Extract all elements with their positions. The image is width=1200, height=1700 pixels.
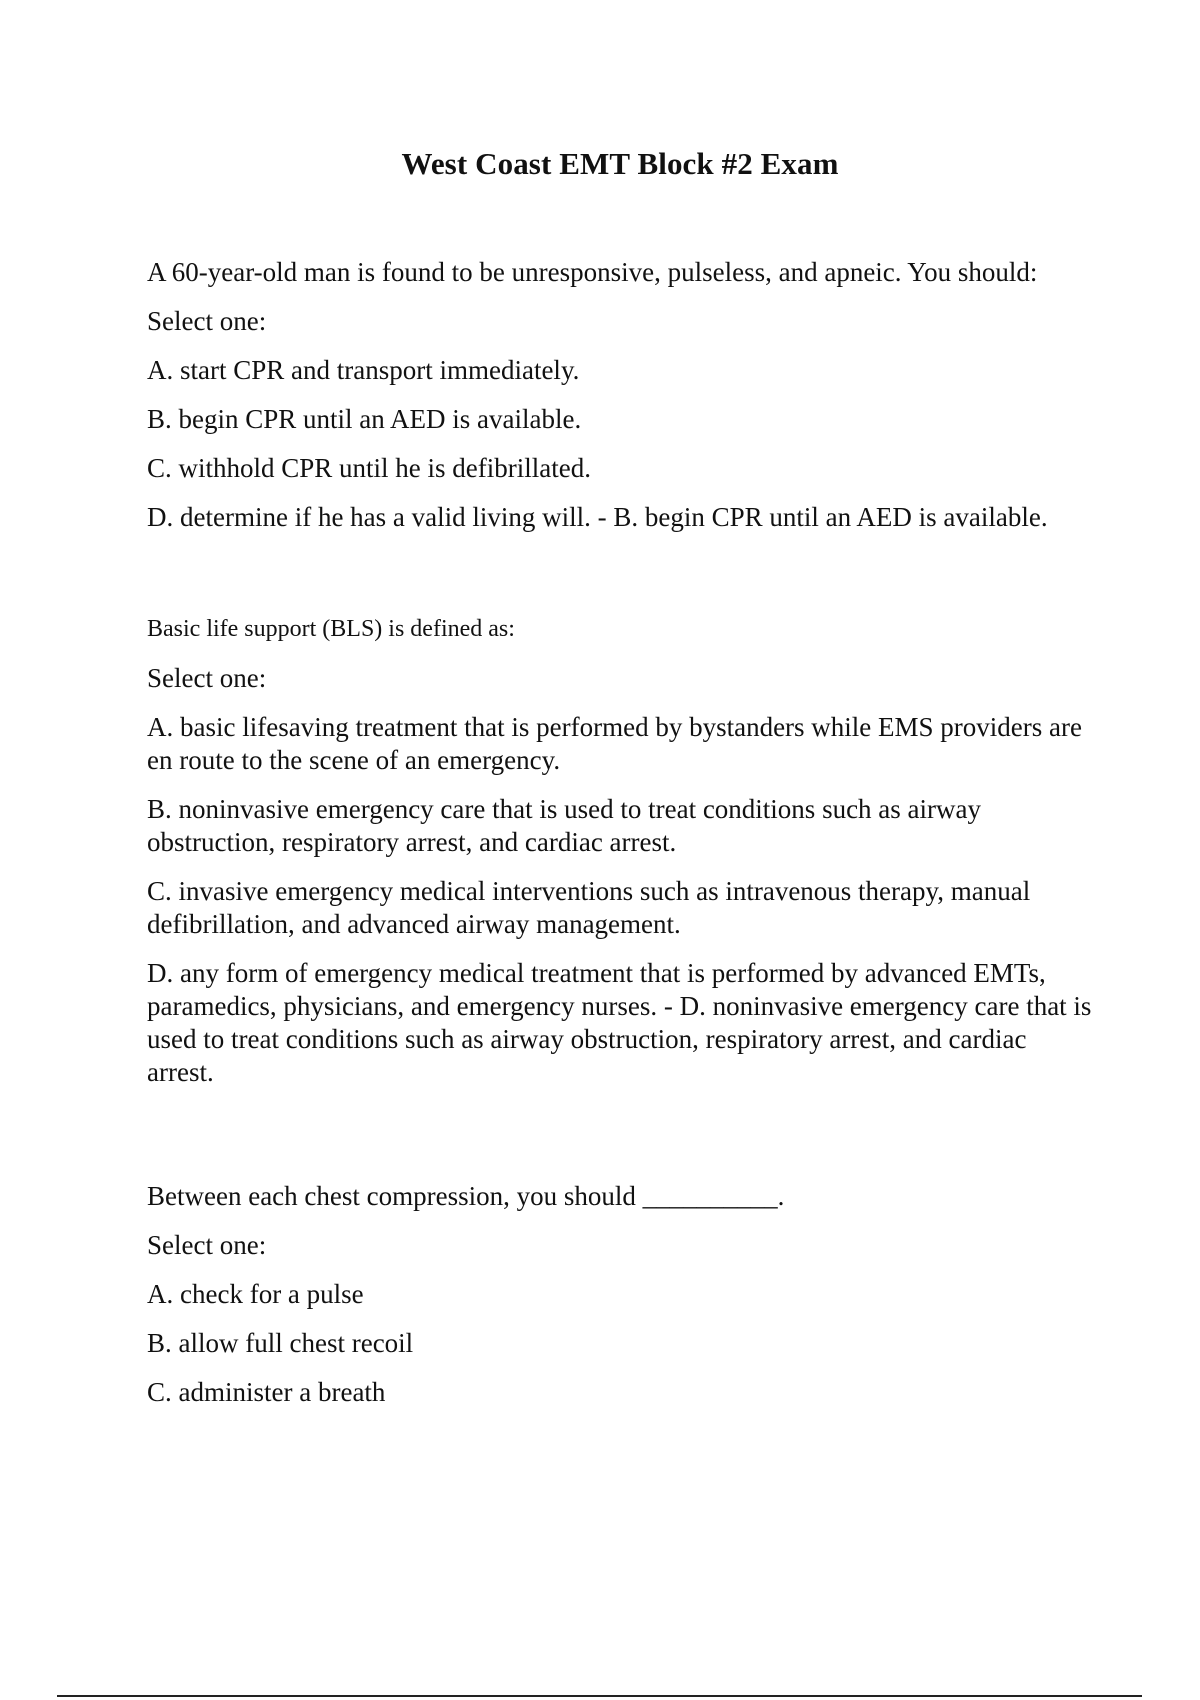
select-one-label: Select one: [147, 1230, 267, 1260]
question-3 [147, 1180, 1097, 1425]
document-title: West Coast EMT Block #2 Exam [401, 146, 839, 181]
option-c: C. administer a breath [147, 1377, 386, 1407]
option-d: D. determine if he has a valid living will. [147, 502, 591, 532]
option-a: A. basic lifesaving treatment that is performed by bystanders while EMS providers are en route to the scene of an emergency. [147, 712, 1082, 775]
option-b: B. allow full chest recoil [147, 1328, 414, 1358]
question-stem: A 60-year-old man is found to be unresponsive, pulseless, and apneic. You should: [147, 257, 1038, 287]
question-2 [147, 613, 1097, 1105]
option-a: A. check for a pulse [147, 1279, 364, 1309]
option-d-with-answer [147, 501, 1097, 534]
question-stem: Basic life support (BLS) is defined as: [147, 616, 515, 642]
option-d: D. any form of emergency medical treatment that is performed by advanced EMTs, paramedics, physicians, and emergency nurses. [147, 958, 1046, 1021]
option-a: A. start CPR and transport immediately. [147, 355, 580, 385]
select-one-label: Select one: [147, 663, 267, 693]
answer-text: - D. noninvasive emergency care that is used to treat conditions such as airway obstruction, respiratory arrest, and cardiac arrest. [147, 991, 1092, 1087]
option-c: C. withhold CPR until he is defibrillated. [147, 453, 591, 483]
select-one-label: Select one: [147, 306, 267, 336]
question-stem: Between each chest compression, you should __________. [147, 1181, 785, 1211]
answer-text: - B. begin CPR until an AED is available. [590, 502, 1048, 532]
option-b: B. noninvasive emergency care that is used to treat conditions such as airway obstruction, respiratory arrest, and cardiac arrest. [147, 794, 982, 857]
option-b: B. begin CPR until an AED is available. [147, 404, 582, 434]
option-c: C. invasive emergency medical interventions such as intravenous therapy, manual defibrillation, and advanced airway management. [147, 876, 1031, 939]
question-1 [147, 256, 1097, 550]
option-d-with-answer [147, 957, 1097, 1089]
page-bottom-rule [57, 1695, 1142, 1697]
